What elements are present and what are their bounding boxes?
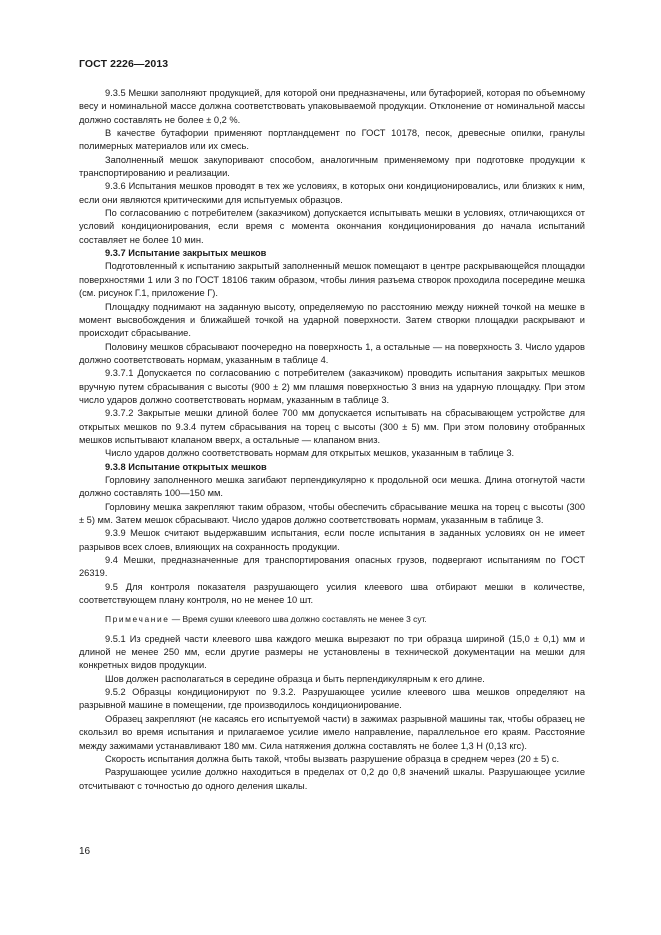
page-number: 16 <box>79 846 91 857</box>
paragraph-agreement-conditions: По согласованию с потребителем (заказчиком) допускается испытывать мешки в условиях, отличающихся от условий кондиционирования, если время с момента окончания кондиционирования до начала испытаний составляет не более 10 мин. <box>79 208 585 245</box>
paragraph-9-3-6: 9.3.6 Испытания мешков проводят в тех же условиях, в которых они кондиционировались, или близких к ним, если они являются критическими для испытуемых образцов. <box>79 181 585 205</box>
paragraph-9-3-7-2: 9.3.7.2 Закрытые мешки длиной более 700 мм допускается испытывать на сбрасывающем устройстве для открытых мешков по 9.3.4 путем сбрасывания на торец с высоты (300 ± 5) мм. При этом половину отобранных мешков испытывают клапаном вверх, а остальные — клапаном вниз. <box>79 408 585 445</box>
note <box>79 613 585 626</box>
paragraph-filler-material: В качестве бутафории применяют портландцемент по ГОСТ 10178, песок, древесные опилки, гранулы полимерных материалов или их смесь. <box>79 128 585 152</box>
document-header: ГОСТ 2226—2013 <box>79 58 169 70</box>
paragraph-9-5-1: 9.5.1 Из средней части клеевого шва каждого мешка вырезают по три образца шириной (15,0 ± 0,1) мм и длиной не менее 250 мм, если другие размеры не установлены в технической документации на мешки для конкретных видов продукции. <box>79 633 585 671</box>
section-heading-open-bags: 9.3.8 Испытание открытых мешков <box>105 461 267 472</box>
paragraph-drop-count-open: Число ударов должно соответствовать нормам для открытых мешков, указанным в таблице 3. <box>105 448 515 459</box>
paragraph-platform-raise: Площадку поднимают на заданную высоту, определяемую по расстоянию между нижней точкой на мешке в момент высвобождения и ближайшей точкой на ударной поверхности. Затем створки площадки раскрывают и происходит сбрасывание. <box>79 301 585 339</box>
paragraph-half-drops: Половину мешков сбрасывают поочередно на поверхность 1, а остальные — на поверхность 3. Число ударов должно соответствовать нормам, указанным в таблице 4. <box>79 341 585 365</box>
paragraph-sample-clamp: Образец закрепляют (не касаясь его испытуемой части) в зажимах разрывной машины так, чтобы образец не скользил во время испытания и прилагаемое усилие имело направление, параллельное его краям. Расстояние между зажимами устанавливают 180 мм. Сила натяжения должна составлять не более 1,3 Н (0,13 кгс). <box>79 713 585 751</box>
note-label: Примечание <box>105 614 170 625</box>
document-body <box>79 87 585 793</box>
section-heading-closed-bags: 9.3.7 Испытание закрытых мешков <box>105 248 267 259</box>
paragraph-9-3-5: 9.3.5 Мешки заполняют продукцией, для которой они предназначены, или бутафорией, которая по объемному весу и номинальной массе должна соответствовать упаковываемой продукции. Отклонение от номинальной массы должно составлять не более ± 0,2 %. <box>79 88 585 125</box>
paragraph-9-3-7-1: 9.3.7.1 Допускается по согласованию с потребителем (заказчиком) проводить испытания закрытых мешков вручную путем сбрасывания с высоты (900 ± 2) мм плашмя поверхностью 3 вниз на ударную площадку. При этом число ударов должно соответствовать нормам, указанным в таблице 3. <box>79 368 585 405</box>
paragraph-9-3-9: 9.3.9 Мешок считают выдержавшим испытания, если после испытания в заданных условиях он не имеет разрывов всех слоев, влияющих на сохранность продукции. <box>79 528 585 552</box>
paragraph-seam-position: Шов должен располагаться в середине образца и быть перпендикулярным к его длине. <box>105 673 485 684</box>
paragraph-sealing: Заполненный мешок закупоривают способом, аналогичным применяемому при подготовке продукции к транспортированию и реализации. <box>79 154 585 179</box>
note-text: — Время сушки клеевого шва должно составлять не менее 3 сут. <box>169 614 427 625</box>
paragraph-test-speed: Скорость испытания должна быть такой, чтобы вызвать разрушение образца в среднем через (20 ± 5) с. <box>105 753 560 764</box>
paragraph-breaking-force: Разрушающее усилие должно находиться в пределах от 0,2 до 0,8 значений шкалы. Разрушающее усилие отсчитывают с точностью до одного деления шкалы. <box>79 767 585 791</box>
paragraph-9-5-2: 9.5.2 Образцы кондиционируют по 9.3.2. Разрушающее усилие клеевого шва мешков определяют на разрывной машине в помещении, где производилось кондиционирование. <box>79 687 585 711</box>
paragraph-9-4: 9.4 Мешки, предназначенные для транспортирования опасных грузов, подвергают испытаниям по ГОСТ 26319. <box>79 555 585 579</box>
paragraph-neck-fold: Горловину заполненного мешка загибают перпендикулярно к продольной оси мешка. Длина отогнутой части должно составлять 100—150 мм. <box>79 474 585 499</box>
paragraph-closed-bag-placement: Подготовленный к испытанию закрытый заполненный мешок помещают в центре раскрывающейся площадки поверхностями 1 или 3 по ГОСТ 18106 таким образом, чтобы линия разъема створок проходила посередине мешка (см. рисунок Г.1, приложение Г). <box>79 261 585 299</box>
paragraph-9-5: 9.5 Для контроля показателя разрушающего усилия клеевого шва отбирают мешки в количестве, соответствующем плану контроля, но не менее 10 шт. <box>79 581 585 606</box>
paragraph-neck-fix: Горловину мешка закрепляют таким образом, чтобы обеспечить сбрасывание мешка на торец с высоты (300 ± 5) мм. Затем мешок сбрасывают. Число ударов должно соответствовать нормам, указанным в таблице 3. <box>79 501 585 525</box>
